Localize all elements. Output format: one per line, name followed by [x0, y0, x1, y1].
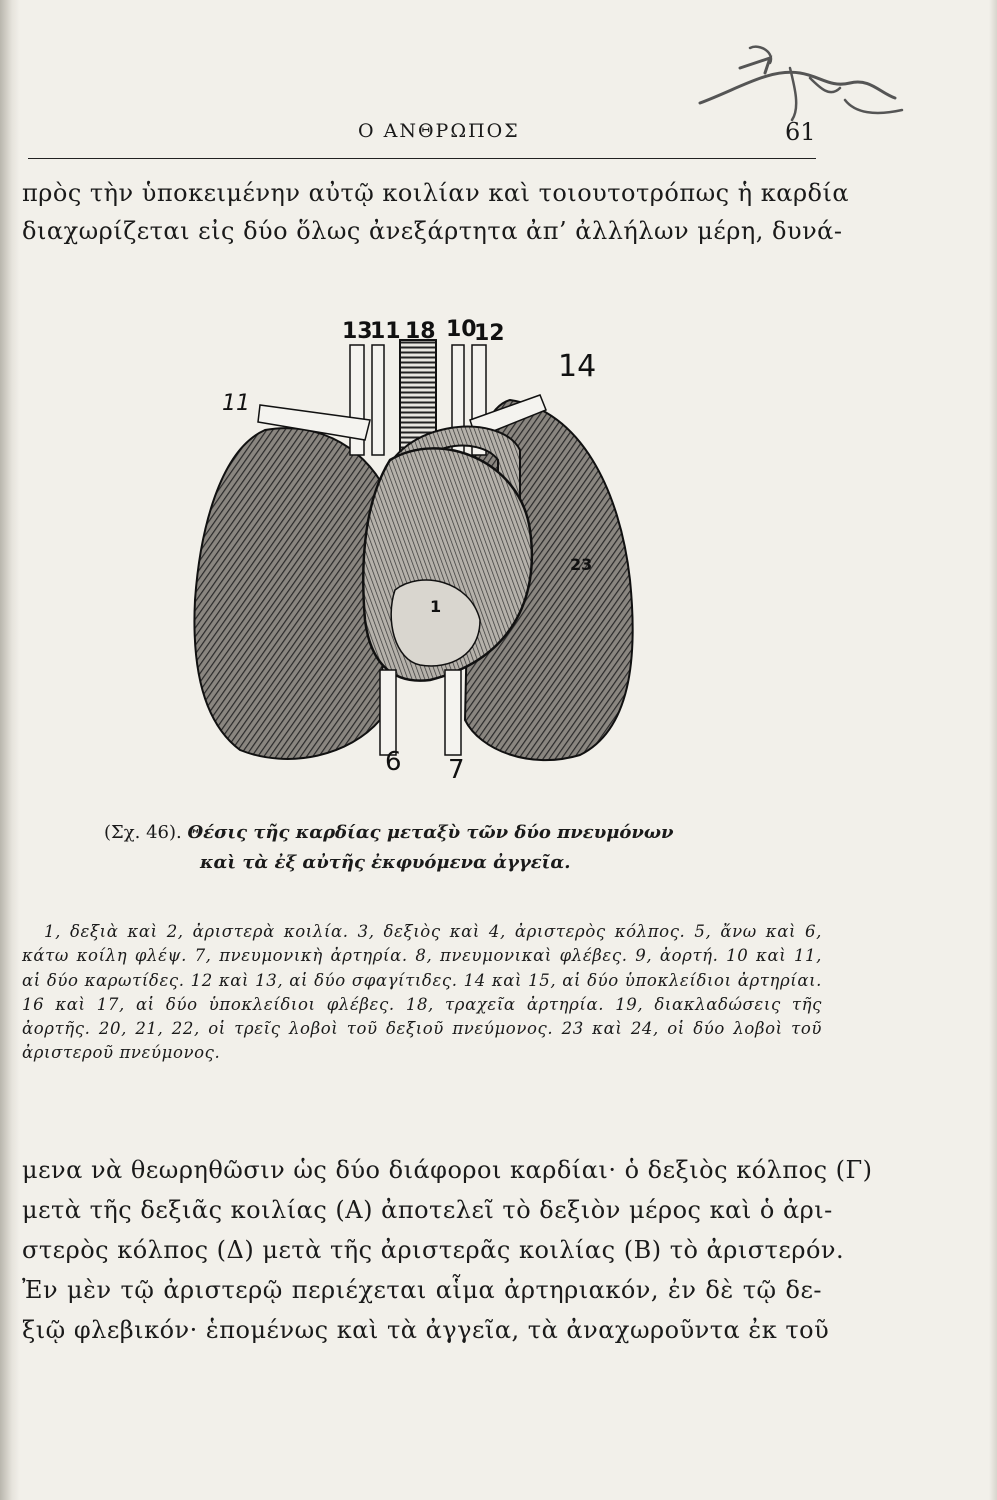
text-line: πρὸς τὴν ὑποκειμένην αὐτῷ κοιλίαν καὶ τοιουτοτρόπως ἡ καρδία	[22, 179, 850, 207]
text-line: διαχωρίζεται εἰς δύο ὅλως ἀνεξάρτητα ἀπ’ ἀλλήλων μέρη, δυνά-	[22, 217, 843, 245]
figure-caption	[104, 818, 784, 878]
figure-label: 13	[342, 319, 373, 344]
figure-label: 7	[448, 755, 465, 785]
caption-title-line2: καὶ τὰ ἐξ αὐτῆς ἐκφυόμενα ἀγγεῖα.	[200, 852, 571, 873]
running-head: Ο ΑΝΘΡΩΠΟΣ	[358, 120, 520, 142]
top-paragraph	[22, 174, 850, 250]
figure-label: 12	[474, 321, 505, 346]
text-line: ξιῷ φλεβικόν· ἑπομένως καὶ τὰ ἀγγεῖα, τὰ ἀναχωροῦντα ἐκ τοῦ	[22, 1316, 830, 1344]
figure-label: 6	[385, 747, 402, 777]
figure-label: 11	[222, 391, 250, 416]
page-edge-shadow	[0, 0, 20, 1500]
bottom-paragraph	[22, 1150, 873, 1350]
heart-lungs-illustration	[180, 300, 660, 790]
figure-label: 18	[405, 319, 436, 344]
text-line: μετὰ τῆς δεξιᾶς κοιλίας (Α) ἀποτελεῖ τὸ δεξιὸν μέρος καὶ ὁ ἀρι-	[22, 1196, 833, 1224]
figure-label: 1	[430, 597, 442, 616]
figure-label: 11	[370, 319, 401, 344]
text-line: στερὸς κόλπος (Δ) μετὰ τῆς ἀριστερᾶς κοιλίας (Β) τὸ ἀριστερόν.	[22, 1236, 845, 1264]
page-number: 61	[785, 118, 816, 146]
page-edge-right	[989, 0, 997, 1500]
text-line: μενα νὰ θεωρηθῶσιν ὡς δύο διάφοροι καρδίαι· ὁ δεξιὸς κόλπος (Γ)	[22, 1156, 873, 1184]
text-line: Ἐν μὲν τῷ ἀριστερῷ περιέχεται αἷμα ἀρτηριακόν, ἐν δὲ τῷ δε-	[22, 1276, 822, 1304]
figure-label: 23	[570, 555, 593, 574]
header-rule	[28, 158, 816, 159]
figure-label: 14	[558, 349, 597, 384]
caption-title-line1: Θέσις τῆς καρδίας μεταξὺ τῶν δύο πνευμόνων	[187, 822, 674, 843]
right-lung	[194, 428, 390, 759]
figure-legend: 1, δεξιὰ καὶ 2, ἀριστερὰ κοιλία. 3, δεξιὸς καὶ 4, ἀριστερὸς κόλπος. 5, ἄνω καὶ 6, κάτω κοίλη φλέψ. 7, πνευμονικὴ ἀρτηρία. 8, πνευμονικαὶ φλέβες. 9, ἀορτή. 10 καὶ 11, αἱ δύο καρωτίδες. 12 καὶ 13, αἱ δύο σφαγίτιδες. 14 καὶ 15, αἱ δύο ὑποκλείδιοι ἀρτηρίαι. 16 καὶ 17, αἱ δύο ὑποκλείδιοι φλέβες. 18, τραχεῖα ἀρτηρία. 19, διακλαδώσεις τῆς ἀορτῆς. 20, 21, 22, οἱ τρεῖς λοβοὶ τοῦ δεξιοῦ πνεύμονος. 23 καὶ 24, οἱ δύο λοβοὶ τοῦ ἀριστεροῦ πνεύμονος.	[22, 922, 822, 1063]
figure-label: 10	[446, 317, 477, 342]
figure-number: (Σχ. 46).	[104, 822, 182, 843]
